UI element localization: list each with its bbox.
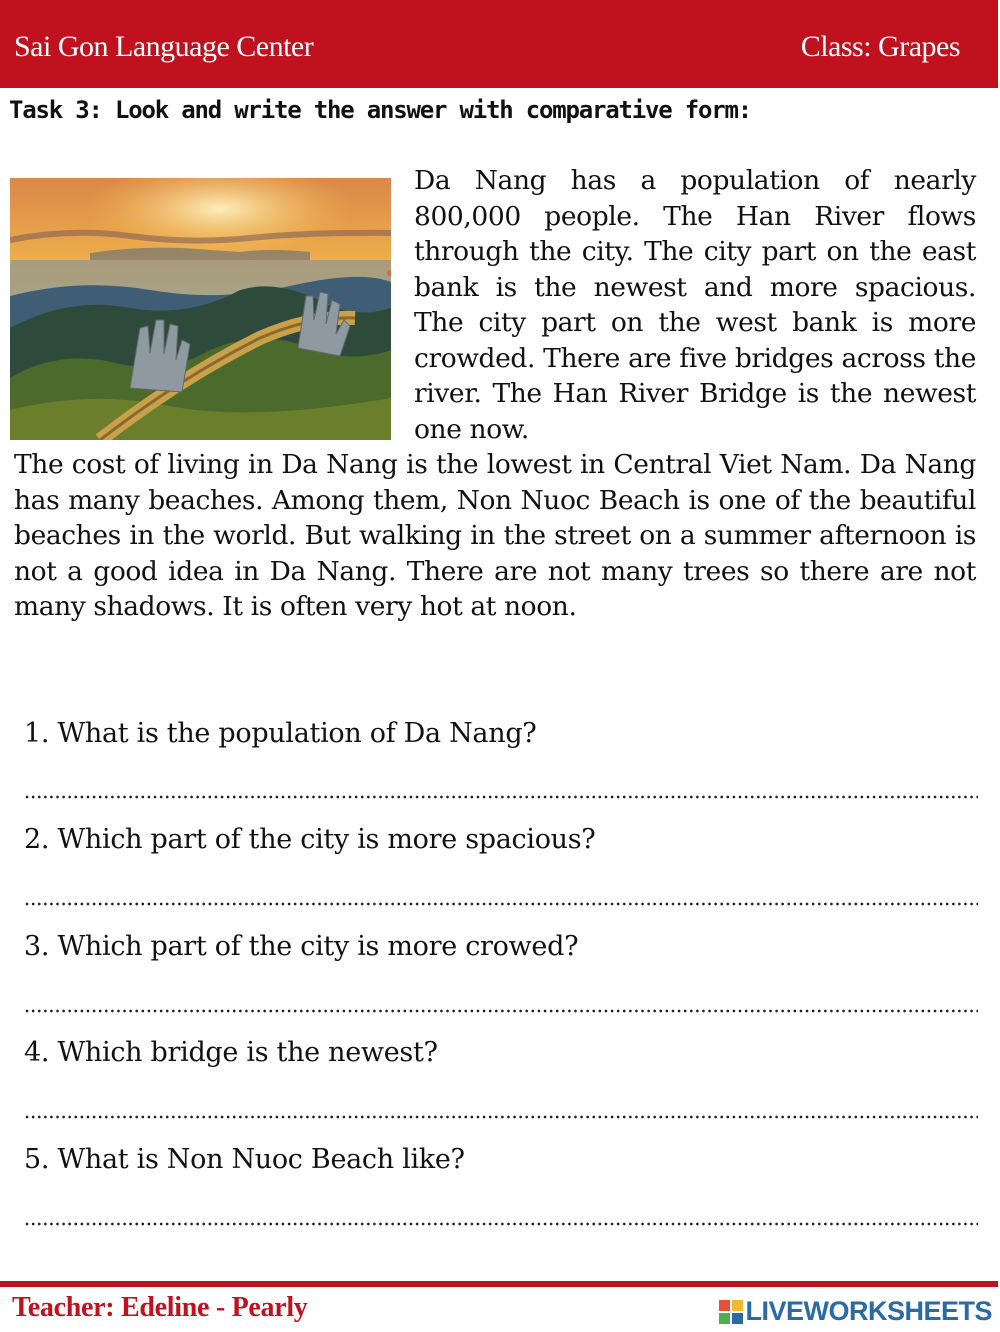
question-5: 5. What is Non Nuoc Beach like?: [24, 1144, 465, 1175]
footer-divider: [0, 1281, 998, 1287]
center-name: Sai Gon Language Center: [14, 30, 314, 63]
answer-line-5[interactable]: [24, 1222, 978, 1226]
teacher-name: Teacher: Edeline - Pearly: [12, 1292, 308, 1323]
question-3: 3. Which part of the city is more crowed?: [24, 931, 579, 962]
answer-line-4[interactable]: [24, 1115, 978, 1119]
answer-line-2[interactable]: [24, 902, 978, 906]
question-2: 2. Which part of the city is more spacious?: [24, 824, 596, 855]
question-1: 1. What is the population of Da Nang?: [24, 718, 537, 749]
class-label: Class: Grapes: [800, 30, 960, 63]
question-4: 4. Which bridge is the newest?: [24, 1037, 438, 1068]
liveworksheets-icon: [719, 1300, 743, 1324]
task-title: Task 3: Look and write the answer with comparative form:: [9, 96, 751, 124]
answer-line-1[interactable]: [24, 795, 978, 799]
liveworksheets-text: LIVEWORKSHEETS: [745, 1296, 992, 1326]
header-bar: [0, 0, 998, 88]
passage-beside-image: Da Nang has a population of nearly 800,000 people. The Han River flows through the city. The city part on the east bank is the newest and more spacious. The city part on the west bank is more crowded. There are five bridges across the river. The Han River Bridge is the newest one now.: [414, 165, 976, 445]
passage-below-image: The cost of living in Da Nang is the lowest in Central Viet Nam. Da Nang has many beaches. Among them, Non Nuoc Beach is one of the beautiful beaches in the world. But walking in the street on a summer afternoon is not a good idea in Da Nang. There are not many trees so there are not many shadows. It is often very hot at noon.: [14, 449, 976, 622]
golden-bridge-photo: [10, 178, 391, 440]
answer-line-3[interactable]: [24, 1009, 978, 1013]
liveworksheets-logo[interactable]: [719, 1296, 992, 1327]
